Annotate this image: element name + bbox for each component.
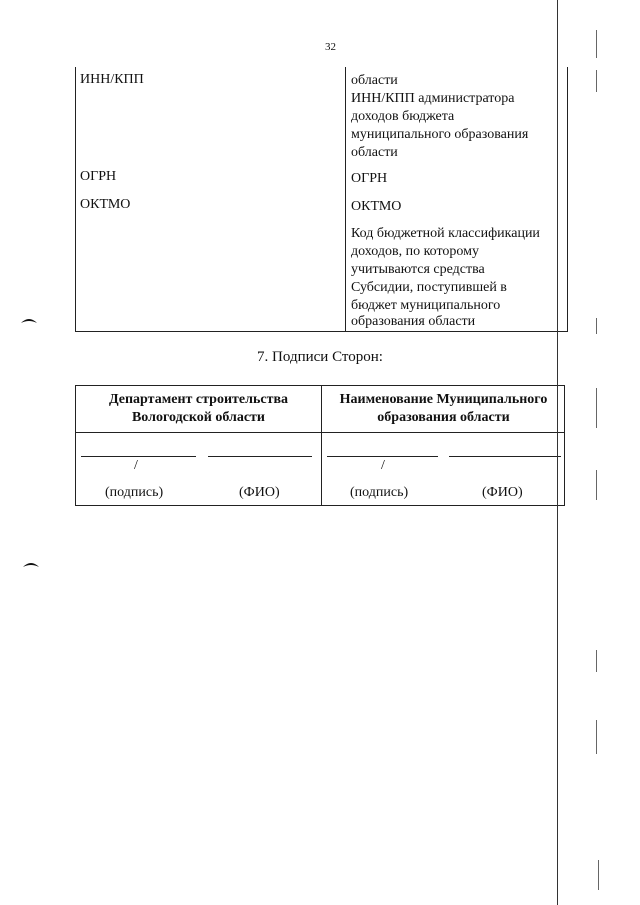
oktmo-label: ОКТМО <box>80 197 131 212</box>
requisites-right-line: образования области <box>351 314 476 329</box>
requisites-table <box>75 67 568 332</box>
scan-edge-mark <box>596 720 597 754</box>
signatures-table <box>75 385 565 506</box>
ogrn-value-label: ОГРН <box>351 171 388 186</box>
department-heading-line: Вологодской области <box>131 410 265 425</box>
requisites-right-line: учитываются средства <box>351 262 485 277</box>
name-line <box>208 456 312 457</box>
scan-edge-line <box>557 0 558 905</box>
signature-caption: (подпись) <box>105 485 164 500</box>
page-number: 32 <box>325 41 336 53</box>
signature-caption: (подпись) <box>350 485 409 500</box>
name-line <box>449 456 561 457</box>
slash-separator: / <box>134 458 138 473</box>
inn-kpp-label: ИНН/КПП <box>80 72 144 87</box>
requisites-right-line: области <box>351 145 398 160</box>
requisites-right-line: бюджет муниципального <box>351 298 501 313</box>
scan-edge-mark <box>598 860 599 890</box>
municipality-heading-line: образования области <box>377 410 510 425</box>
requisites-right-line: Субсидии, поступившей в <box>351 280 507 295</box>
slash-separator: / <box>381 458 385 473</box>
municipality-heading <box>322 386 565 433</box>
signature-line <box>81 456 196 457</box>
scan-edge-mark <box>596 70 597 92</box>
municipality-heading-line: Наименование Муниципального <box>339 392 548 407</box>
requisites-right-line: муниципального образования <box>351 127 529 142</box>
scan-edge-mark <box>596 318 597 334</box>
oktmo-value-label: ОКТМО <box>351 199 402 214</box>
scan-edge-mark <box>596 30 597 58</box>
department-heading-line: Департамент строительства <box>108 392 289 407</box>
requisites-right-column <box>346 67 568 331</box>
signatures-section-title: 7. Подписи Сторон: <box>257 349 383 365</box>
scan-edge-mark <box>596 650 597 672</box>
requisites-right-line: доходов, по которому <box>351 244 479 259</box>
scan-edge-mark <box>596 470 597 500</box>
punch-hole-mark <box>20 316 38 324</box>
department-heading <box>76 386 321 433</box>
ogrn-label: ОГРН <box>80 169 117 184</box>
requisites-left-column <box>76 67 346 331</box>
requisites-right-line: Код бюджетной классификации <box>351 226 540 241</box>
name-caption: (ФИО) <box>482 485 523 500</box>
requisites-right-line: области <box>351 73 398 88</box>
punch-hole-mark <box>22 560 40 568</box>
municipality-signature-column <box>322 386 565 505</box>
requisites-right-line: доходов бюджета <box>351 109 455 124</box>
signature-line <box>327 456 438 457</box>
scan-edge-mark <box>596 388 597 428</box>
requisites-right-line: ИНН/КПП администратора <box>351 91 515 106</box>
name-caption: (ФИО) <box>239 485 280 500</box>
department-signature-column <box>76 386 322 505</box>
